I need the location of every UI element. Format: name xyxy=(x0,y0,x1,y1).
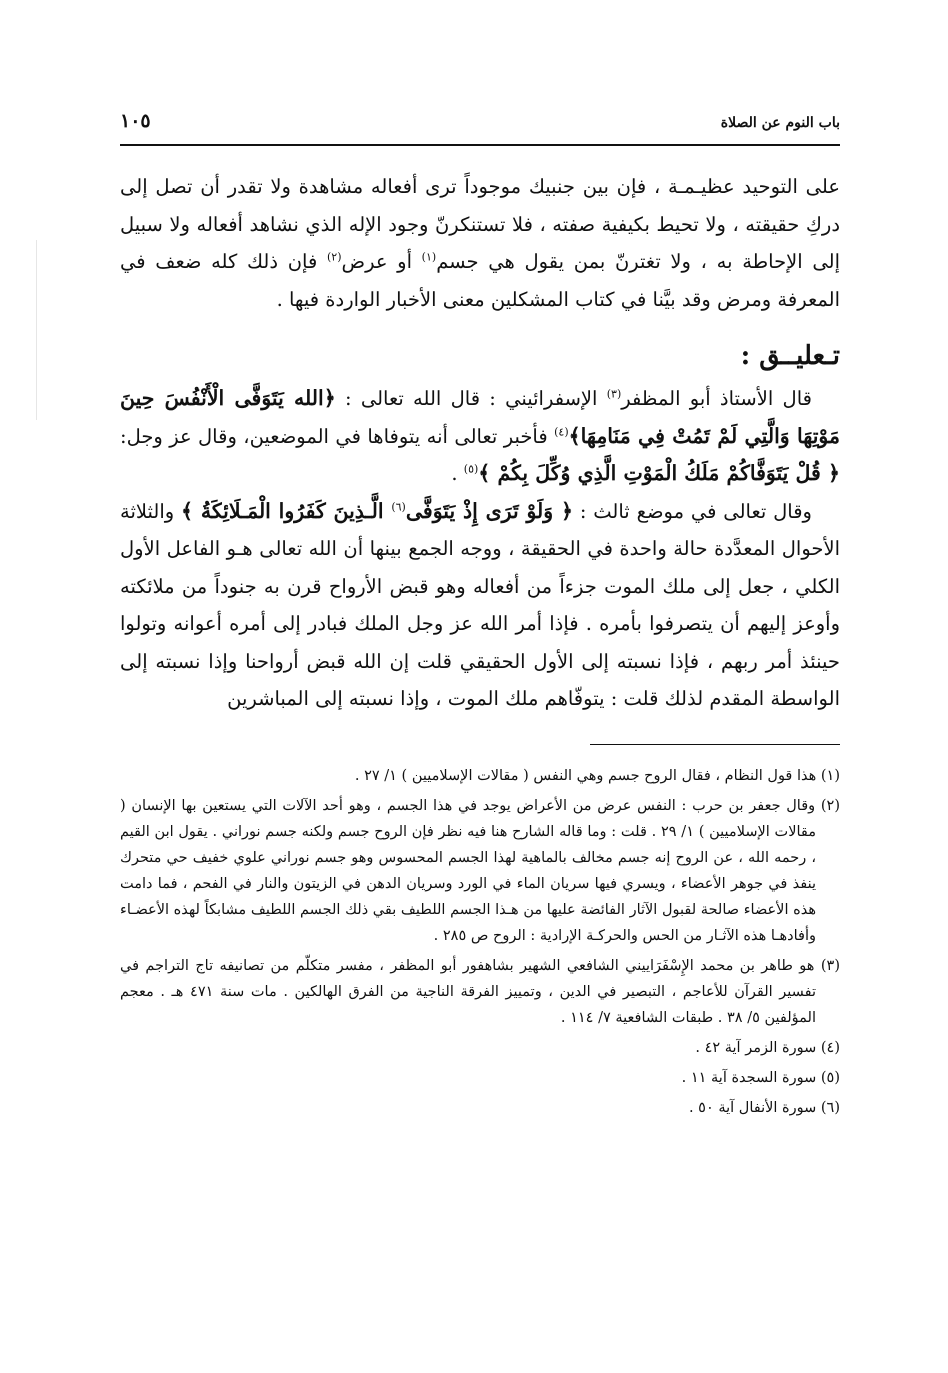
paragraph-2: قال الأستاذ أبو المظفر$^{(٣)}$ الإسفرائيني : قال الله تعالى : ﴿الله يَتَوَفَّى الْأَنْفُسَ حِينَ مَوْتِهَا وَالَّتِي لَمْ تَمُتْ فِي مَنَامِهَا﴾$^{(٤)}$ فأخبر تعالى أنه يتوفاها في الموضعين، وقال عز وجل: ﴿ قُلْ يَتَوَفَّاكُمْ مَلَكُ الْمَوْتِ الَّذِي وُكِّلَ بِكُمْ ﴾$^{(٥)}$ . xyxy=(120,386,840,485)
footnotes xyxy=(120,763,840,1121)
page-header xyxy=(120,110,840,142)
footnote-2: (٢) وقال جعفر بن حرب : النفس عرض من الأعراض يوجد في هذا الجسم ، وهو أحد الآلات التي يستعين بها الإنسان ( مقالات الإسلاميين ) ١/ ٢٩ . قلت : وما قاله الشارح هنا فيه نظر فإن الروح جسم ولكنه جسم نوراني . يقول ابن القيم ، رحمه الله ، عن الروح إنه جسم مخالف بالماهية لهذا الجسم المحسوس وهو جسم نوراني علوي خفيف حي متحرك ينفذ في جوهر الأعضاء ، ويسري فيها سريان الماء في الورد وسريان الدهن في الزيتون والنار في الفحم ، فما دامت هذه الأعضاء صالحة لقبول الآثار الفائضة عليها من هـذا الجسم اللطيف بقي ذلك الجسم اللطيف مشابكاً لهذه الأعضـاء وأفادهـا هذه الآثـار من الحس والحركـة الإرادية : الروح ص ٢٨٥ . xyxy=(120,797,840,944)
footnote-3: (٣) هو طاهر بن محمد الإِسْفَرَاييني الشافعي الشهير بشاهفور أبو المظفر ، مفسر متكلّم من تصانيفه تاج التراجم في تفسير القرآن للأعاجم ، التبصير في الدين ، وتمييز الفرقة الناجية من الفرق الهالكين . مات سنة ٤٧١ هـ . معجم المؤلفين ٥/ ٣٨ . طبقات الشافعية ٧/ ١١٤ . xyxy=(120,957,840,1026)
footnote-5: (٥) سورة السجدة آية ١١ . xyxy=(681,1069,840,1086)
footnote-6: (٦) سورة الأنفال آية ٥٠ . xyxy=(688,1099,840,1116)
quran-verse-3: ﴿ وَلَوْ تَرَى إِذْ يَتَوَفَّى xyxy=(405,498,573,523)
footnote-ref-2: (٢) xyxy=(326,250,342,264)
footnote-4: (٤) سورة الزمر آية ٤٢ . xyxy=(695,1039,840,1056)
footnote-ref-4: (٤) xyxy=(554,425,569,438)
footnote-ref-3: (٣) xyxy=(606,387,622,401)
paragraph-3: وقال تعالى في موضع ثالث : ﴿ وَلَوْ تَرَى إِذْ يَتَوَفَّى$^{(٦)}$ الَّـذِينَ كَفَرُوا الْمَـلَائِكَةُ ﴾ والثلاثة الأحوال المعدَّدة حالة واحدة في الحقيقة ، ووجه الجمع بينها أن الله تعالى هـو الفاعل الأول الكلي ، جعل إلى ملك الموت جزءاً من أفعاله وهو قبض الأرواح قرن به جنوداً من ملائكته وأوعز إليهم أن يتصرفوا بأمره . فإذا أمر الله عز وجل الملك فبادر إلى أمره أعوانه وتولوا حينئذ أمر ربهم ، فإذا نسبته إلى الأول الحقيقي قلت إن الله قبض أرواحنا وإذا نسبته إلى الواسطة المقدم لذلك قلت : يتوفّاهم ملك الموت ، وإذا نسبته إلى المباشرين xyxy=(120,498,840,710)
footnote-ref-5: (٥) xyxy=(463,462,479,476)
footnote-rule xyxy=(590,744,840,745)
footnote-1: (١) هذا قول النظام ، فقال الروح جسم وهي النفس ( مقالات الإسلاميين ) ١/ ٢٧ . xyxy=(354,767,840,784)
quran-verse-1: ﴿الله يَتَوَفَّى الْأَنْفُسَ حِينَ مَوْتِهَا وَالَّتِي لَمْ تَمُتْ فِي مَنَامِهَا﴾ xyxy=(120,386,840,448)
footnote-ref-1: (١) xyxy=(421,250,437,264)
paragraph-1: على التوحيد عظيـمـة ، فإن بين جنبيك موجوداً ترى أفعاله مشاهدة ولا تقدر أن تصل إلى دركِ حقيقته ، ولا تحيط بكيفية صفته ، فلا تستنكرنّ وجود الإله الذي نشاهد أفعاله ولا سبيل إلى الإحاطة به ، ولا تغترنّ بمن يقول هي جسم$^{(١)}$ أو عرض$^{(٢)}$ فإن ذلك كله ضعف في المعرفة ومرض وقد بيَّنا في كتاب المشكلين معنى الأخبار الواردة فيها . xyxy=(120,175,840,311)
running-title: باب النوم عن الصلاة xyxy=(720,115,840,131)
header-rule xyxy=(120,144,840,146)
quran-verse-3-end: الَّـذِينَ كَفَرُوا الْمَـلَائِكَةُ ﴾ xyxy=(181,498,392,523)
page-number: ١٠٥ xyxy=(120,110,151,132)
quran-verse-2: ﴿ قُلْ يَتَوَفَّاكُمْ مَلَكُ الْمَوْتِ الَّذِي وُكِّلَ بِكُمْ ﴾ xyxy=(478,461,840,485)
main-text xyxy=(120,168,840,718)
section-heading: تـعليــق : xyxy=(740,341,840,371)
footnote-ref-6: (٦) xyxy=(391,500,406,513)
book-page xyxy=(120,110,840,1125)
margin-mark xyxy=(36,240,37,420)
